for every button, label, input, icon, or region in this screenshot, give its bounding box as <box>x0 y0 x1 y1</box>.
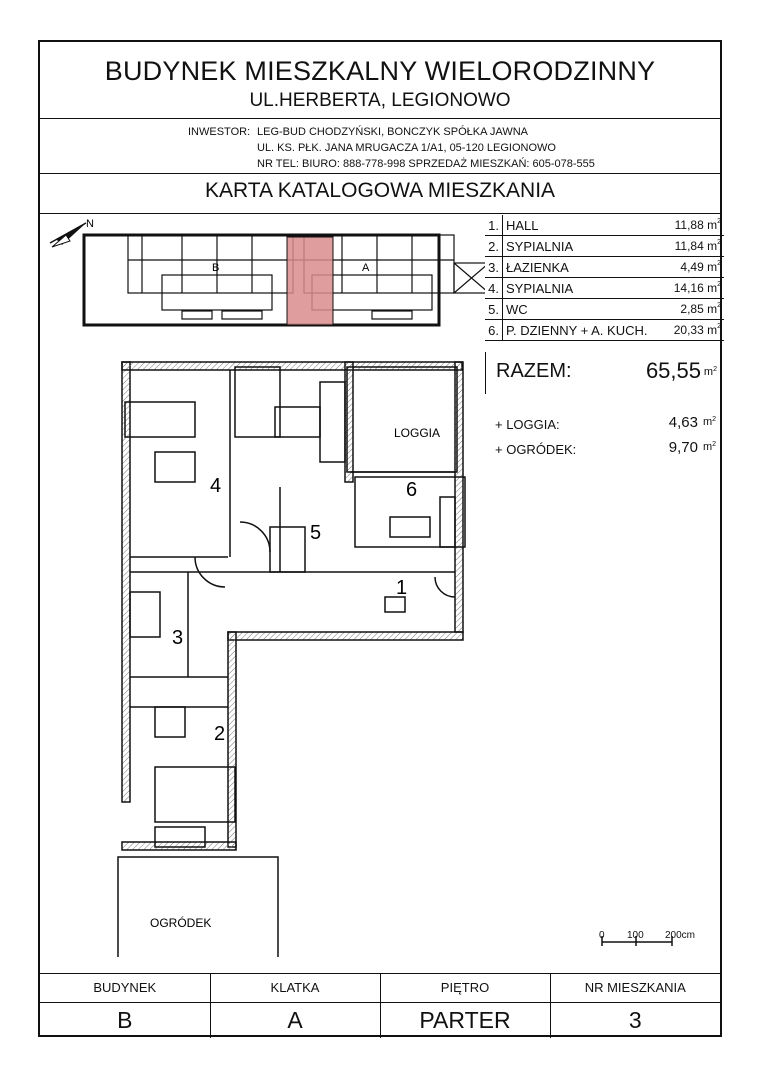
scale-label-0: 0 <box>599 930 605 941</box>
room-name: SYPIALNIA <box>503 278 666 299</box>
scale-label-100: 100 <box>627 930 644 941</box>
loggia-unit: $m^2$ <box>703 416 717 428</box>
divider <box>40 973 720 974</box>
room-number: 4. <box>485 278 503 299</box>
room-name: ŁAZIENKA <box>503 257 666 278</box>
garden-value: 9,70 <box>668 439 698 456</box>
room-number: 6. <box>485 320 503 341</box>
room-4-label: 4 <box>210 475 222 497</box>
room-area: 20,33 $m^2$ <box>665 320 724 341</box>
room-name: P. DZIENNY + A. KUCH. <box>503 320 666 341</box>
total-area <box>485 352 725 394</box>
room-row <box>485 320 724 341</box>
total-unit: $m^2$ <box>703 366 717 378</box>
room-area: 2,85 $m^2$ <box>665 299 724 320</box>
room-area: 14,16 $m^2$ <box>665 278 724 299</box>
room-row <box>485 215 724 236</box>
room-row <box>485 278 724 299</box>
room-number: 1. <box>485 215 503 236</box>
total-value: 65,55 <box>645 358 701 383</box>
divider <box>40 213 720 214</box>
card-title: KARTA KATALOGOWA MIESZKANIA <box>204 179 556 202</box>
investor-line-3: NR TEL: BIURO: 888-778-998 SPRZEDAŻ MIESZKAŃ: 605-078-555 <box>257 158 595 170</box>
room-5-label: 5 <box>310 522 322 544</box>
scale-label-200: 200cm <box>665 930 696 941</box>
room-number: 3. <box>485 257 503 278</box>
svg-text:B: B <box>212 262 220 274</box>
north-arrow-icon <box>50 218 94 247</box>
floor-plan <box>110 357 510 957</box>
footer-table <box>40 973 720 1038</box>
building-address: UL.HERBERTA, LEGIONOWO <box>249 90 511 111</box>
room-3-label: 3 <box>172 627 184 649</box>
loggia-value: 4,63 <box>668 414 698 431</box>
value-stairwell: A <box>210 1003 380 1039</box>
header-building: BUDYNEK <box>40 973 210 1003</box>
room-number: 5. <box>485 299 503 320</box>
garden-unit: $m^2$ <box>703 441 717 453</box>
room-name: SYPIALNIA <box>503 236 666 257</box>
garden-plan-label: OGRÓDEK <box>150 916 212 930</box>
svg-text:A: A <box>362 262 370 274</box>
header-apartment-number: NR MIESZKANIA <box>550 973 720 1003</box>
header-stairwell: KLATKA <box>210 973 380 1003</box>
room-6-label: 6 <box>406 479 418 501</box>
room-1-label: 1 <box>396 577 408 599</box>
divider <box>40 118 720 119</box>
room-row <box>485 257 724 278</box>
room-row <box>485 299 724 320</box>
room-area: 11,84 $m^2$ <box>665 236 724 257</box>
room-name: WC <box>503 299 666 320</box>
garden-label: + OGRÓDEK: <box>495 442 577 457</box>
value-floor: PARTER <box>380 1003 550 1039</box>
room-name: HALL <box>503 215 666 236</box>
header-floor: PIĘTRO <box>380 973 550 1003</box>
investor-line-1: LEG-BUD CHODZYŃSKI, BONCZYK SPÓŁKA JAWNA <box>257 126 528 138</box>
room-2-label: 2 <box>214 723 226 745</box>
key-plan <box>42 215 485 333</box>
loggia-label: + LOGGIA: <box>495 417 560 432</box>
room-row <box>485 236 724 257</box>
value-building: B <box>40 1003 210 1039</box>
building-title: BUDYNEK MIESZKALNY WIELORODZINNY <box>104 56 656 86</box>
total-label: RAZEM: <box>496 360 572 382</box>
room-area: 11,88 $m^2$ <box>665 215 724 236</box>
investor-label: INWESTOR: <box>188 126 251 138</box>
highlighted-apartment <box>287 237 333 325</box>
loggia-plan-label: LOGGIA <box>394 426 441 440</box>
room-area: 4,49 $m^2$ <box>665 257 724 278</box>
svg-text:N: N <box>86 218 94 230</box>
investor-line-2: UL. KS. PŁK. JANA MRUGACZA 1/A1, 05-120 LEGIONOWO <box>257 142 556 154</box>
catalog-card-frame <box>38 40 722 1037</box>
room-area-table <box>485 215 724 341</box>
divider <box>40 173 720 174</box>
value-apartment-number: 3 <box>628 1007 642 1033</box>
room-number: 2. <box>485 236 503 257</box>
